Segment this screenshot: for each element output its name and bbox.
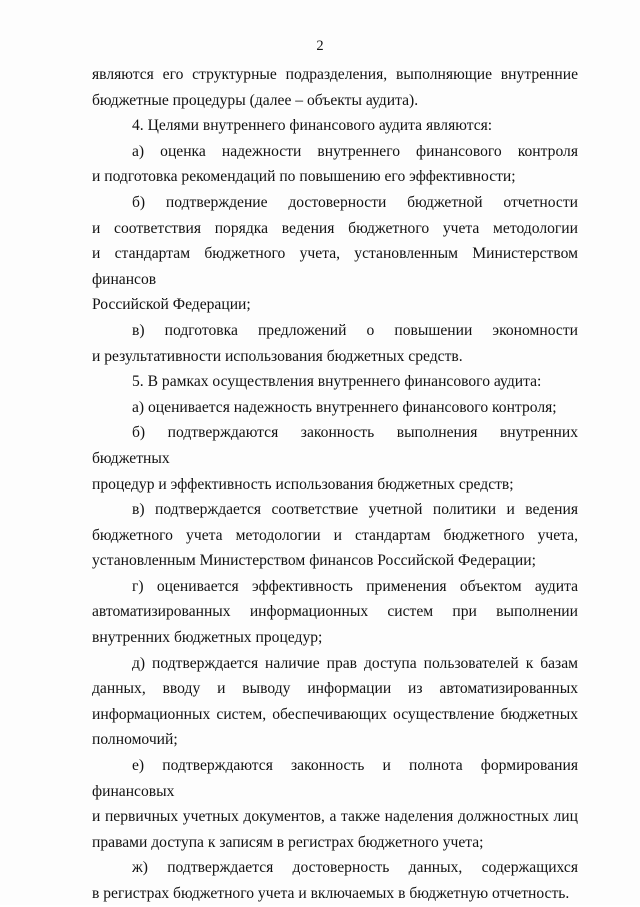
paragraph-line: бюджетного учета методологии и стандартам бюджетного учета, xyxy=(92,526,578,544)
paragraph xyxy=(92,497,578,574)
paragraph-line: внутренних бюджетных процедур; xyxy=(92,629,323,647)
paragraph-line: и стандартам бюджетного учета, установленным Министерством финансов xyxy=(92,245,578,288)
paragraph-line: и подготовка рекомендаций по повышению его эффективности; xyxy=(92,168,516,186)
paragraph-line: 4. Целями внутреннего финансового аудита являются: xyxy=(132,117,493,135)
paragraph-line: данных, вводу и выводу информации из автоматизированных xyxy=(92,680,578,698)
paragraph xyxy=(92,113,578,139)
paragraph-line: д) подтверждается наличие прав доступа пользователей к базам xyxy=(132,654,578,672)
document-body xyxy=(92,62,578,907)
paragraph xyxy=(92,574,578,651)
paragraph-line: автоматизированных информационных систем при выполнении xyxy=(92,603,578,621)
paragraph-line: в) подготовка предложений о повышении экономности xyxy=(132,321,578,339)
paragraph-line: бюджетные процедуры (далее – объекты аудита). xyxy=(92,91,419,109)
paragraph-line: 5. В рамках осуществления внутреннего финансового аудита: xyxy=(132,373,542,391)
paragraph xyxy=(92,62,578,113)
paragraph-line: б) подтверждаются законность выполнения внутренних бюджетных xyxy=(92,424,578,467)
paragraph-line: установленным Министерством финансов Российской Федерации; xyxy=(92,552,536,570)
paragraph xyxy=(92,139,578,190)
page-number: 2 xyxy=(316,38,324,54)
paragraph-line: полномочий; xyxy=(92,731,178,749)
paragraph xyxy=(92,395,578,421)
paragraph xyxy=(92,369,578,395)
paragraph-line: ж) подтверждается достоверность данных, содержащихся xyxy=(132,859,578,877)
paragraph-line: е) подтверждаются законность и полнота формирования финансовых xyxy=(92,757,578,800)
paragraph xyxy=(92,855,578,906)
paragraph-line: в регистрах бюджетного учета и включаемых в бюджетную отчетность. xyxy=(92,885,570,902)
paragraph xyxy=(92,753,578,855)
paragraph xyxy=(92,420,578,497)
paragraph-line: в) подтверждается соответствие учетной политики и ведения xyxy=(132,501,578,519)
paragraph-line: процедур и эффективность использования бюджетных средств; xyxy=(92,475,514,493)
paragraph-line: а) оценивается надежность внутреннего финансового контроля; xyxy=(132,398,557,416)
paragraph-line: и результативности использования бюджетных средств. xyxy=(92,347,463,365)
paragraph-line: и первичных учетных документов, а также наделения должностных лиц xyxy=(92,808,578,826)
paragraph-line: и соответствия порядка ведения бюджетного учета методологии xyxy=(92,219,578,237)
paragraph xyxy=(92,190,578,318)
paragraph-line: а) оценка надежности внутреннего финансового контроля xyxy=(132,142,578,160)
paragraph-line: информационных систем, обеспечивающих осуществление бюджетных xyxy=(92,705,578,723)
paragraph-line: г) оценивается эффективность применения объектом аудита xyxy=(132,577,578,595)
paragraph-line: правами доступа к записям в регистрах бюджетного учета; xyxy=(92,833,484,851)
paragraph-line: Российской Федерации; xyxy=(92,296,251,314)
paragraph-line: б) подтверждение достоверности бюджетной отчетности xyxy=(132,193,578,211)
paragraph-line: являются его структурные подразделения, выполняющие внутренние xyxy=(92,66,578,83)
paragraph xyxy=(92,318,578,369)
paragraph xyxy=(92,651,578,753)
